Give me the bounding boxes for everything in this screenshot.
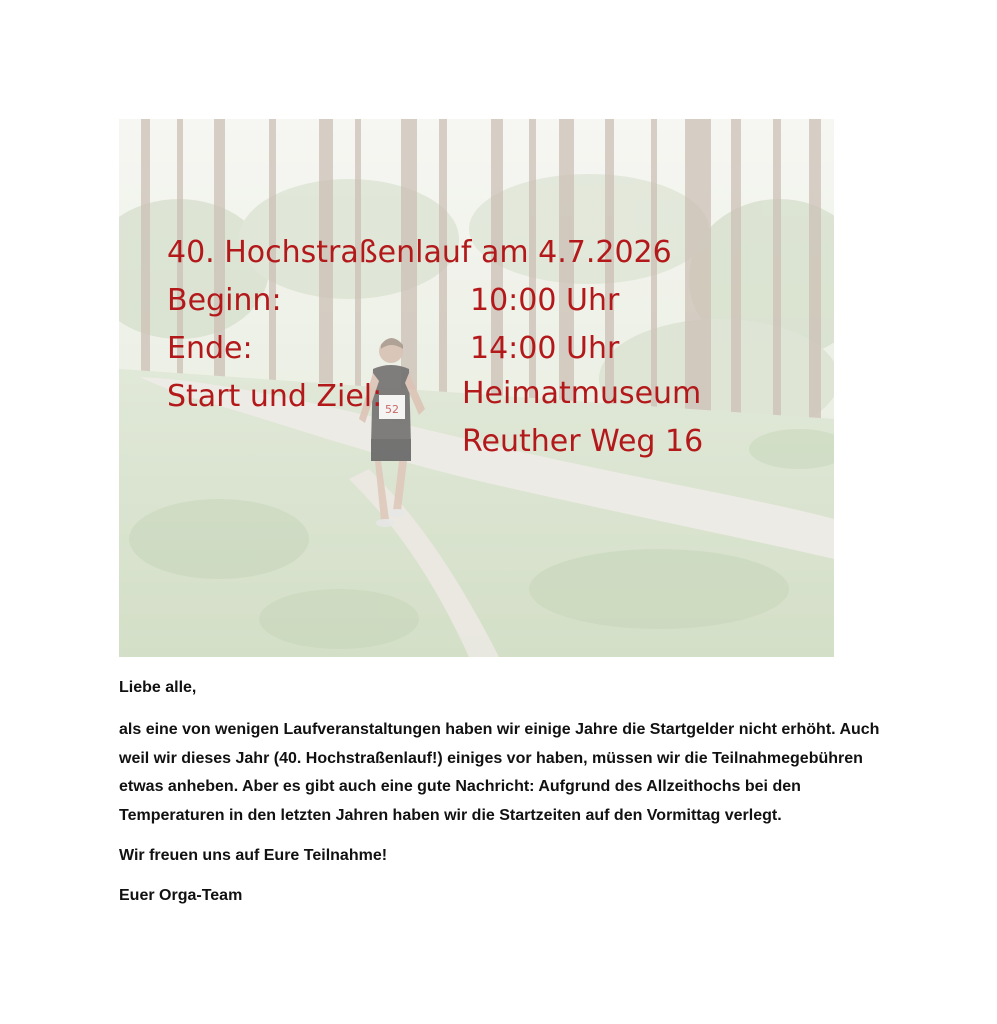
- signature: Euer Orga-Team: [119, 887, 243, 905]
- greeting: Liebe alle,: [119, 679, 197, 696]
- venue-street: Reuther Weg 16: [462, 424, 704, 459]
- event-title: 40. Hochstraßenlauf am 4.7.2026: [167, 235, 672, 270]
- begin-time: 10:00 Uhr: [470, 283, 620, 318]
- letter-text: [119, 676, 889, 908]
- venue-name: Heimatmuseum: [462, 376, 702, 411]
- bib-number: 52: [385, 403, 399, 416]
- begin-label: Beginn:: [167, 283, 282, 318]
- event-poster: [119, 119, 834, 657]
- venue-label: Start und Ziel:: [167, 379, 383, 414]
- end-label: Ende:: [167, 331, 253, 366]
- letter-body: als eine von wenigen Laufveranstaltungen haben wir einige Jahre die Startgelder nicht erhöht. Auch weil wir dieses Jahr (40. Hochstraßenlauf!) einiges vor haben, müssen wir die Teilnahmegebühren etwas anheben. Aber es gibt auch eine gute Nachricht: Aufgrund des Allzeithochs bei den Temperaturen in den letzten Jahren haben wir die Startzeiten auf den Vormittag verlegt.: [119, 721, 880, 824]
- closing-line: Wir freuen uns auf Eure Teilnahme!: [119, 847, 388, 865]
- end-time: 14:00 Uhr: [470, 331, 620, 366]
